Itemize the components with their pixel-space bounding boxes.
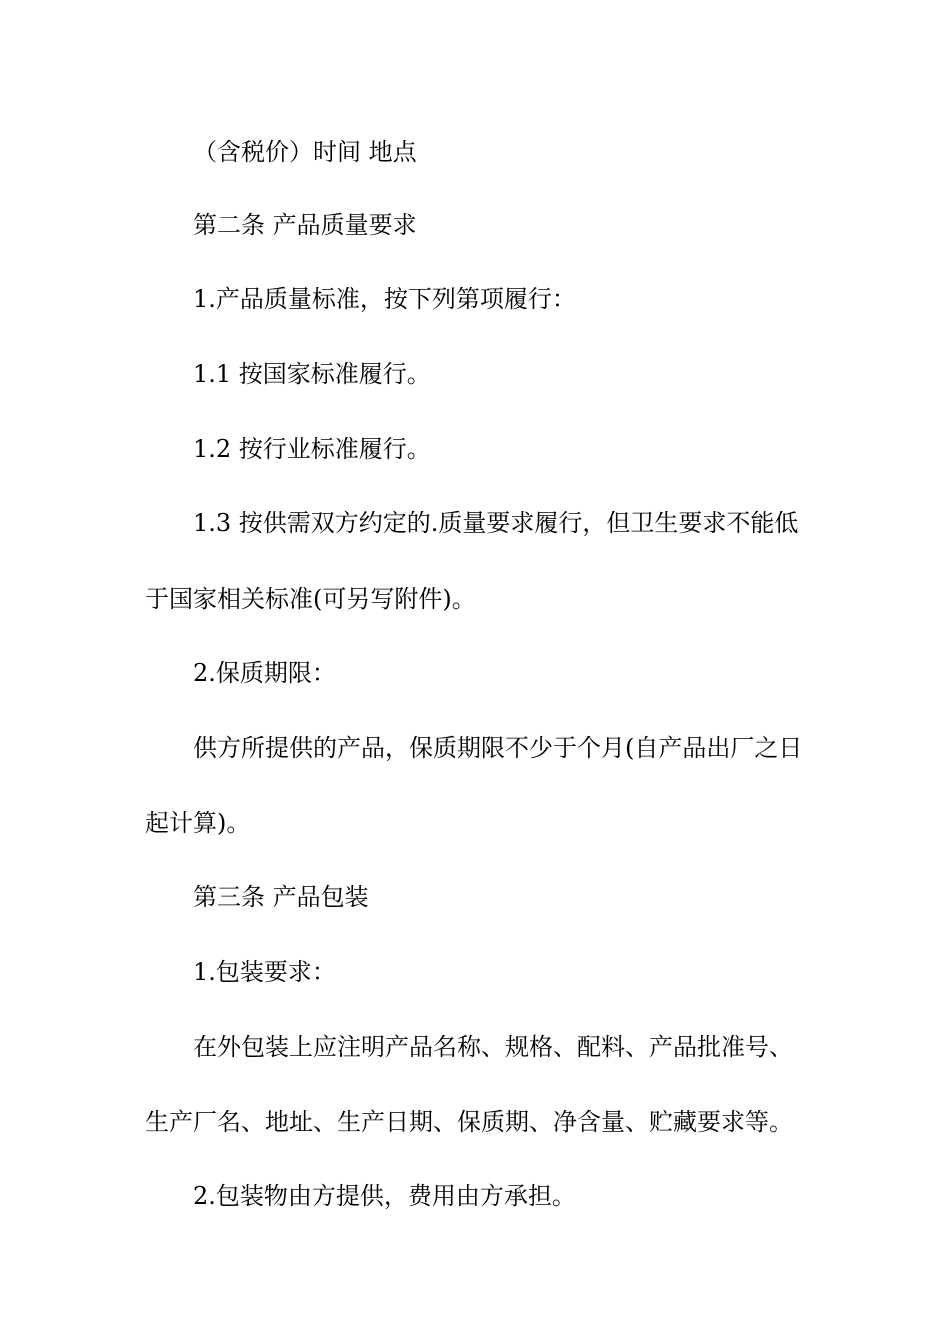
text-line-quality-standard: 1.产品质量标准，按下列第项履行： <box>193 285 576 313</box>
text-line-agreed-standard-cont: 于国家相关标准(可另写附件)。 <box>145 585 476 613</box>
text-line-packaging-labeling: 在外包装上应注明产品名称、规格、配料、产品批准号、 <box>193 1033 793 1061</box>
text-line-shelf-life: 2.保质期限： <box>193 659 336 687</box>
text-line-packaging-labeling-cont: 生产厂名、地址、生产日期、保质期、净含量、贮藏要求等。 <box>145 1108 793 1136</box>
text-line-shelf-life-detail: 供方所提供的产品，保质期限不少于个月(自产品出厂之日 <box>193 734 803 762</box>
text-line-packaging-materials: 2.包装物由方提供，费用由方承担。 <box>193 1182 576 1210</box>
section-heading-packaging: 第三条 产品包装 <box>193 883 369 911</box>
text-line-shelf-life-detail-cont: 起计算)。 <box>145 809 251 837</box>
text-line-packaging-requirements: 1.包装要求： <box>193 958 336 986</box>
text-line-national-standard: 1.1 按国家标准履行。 <box>193 360 431 388</box>
text-line-agreed-standard: 1.3 按供需双方约定的.质量要求履行，但卫生要求不能低 <box>193 509 799 537</box>
text-line-industry-standard: 1.2 按行业标准履行。 <box>193 435 431 463</box>
section-heading-quality: 第二条 产品质量要求 <box>193 211 417 239</box>
text-line-pricing: （含税价）时间 地点 <box>193 138 417 166</box>
